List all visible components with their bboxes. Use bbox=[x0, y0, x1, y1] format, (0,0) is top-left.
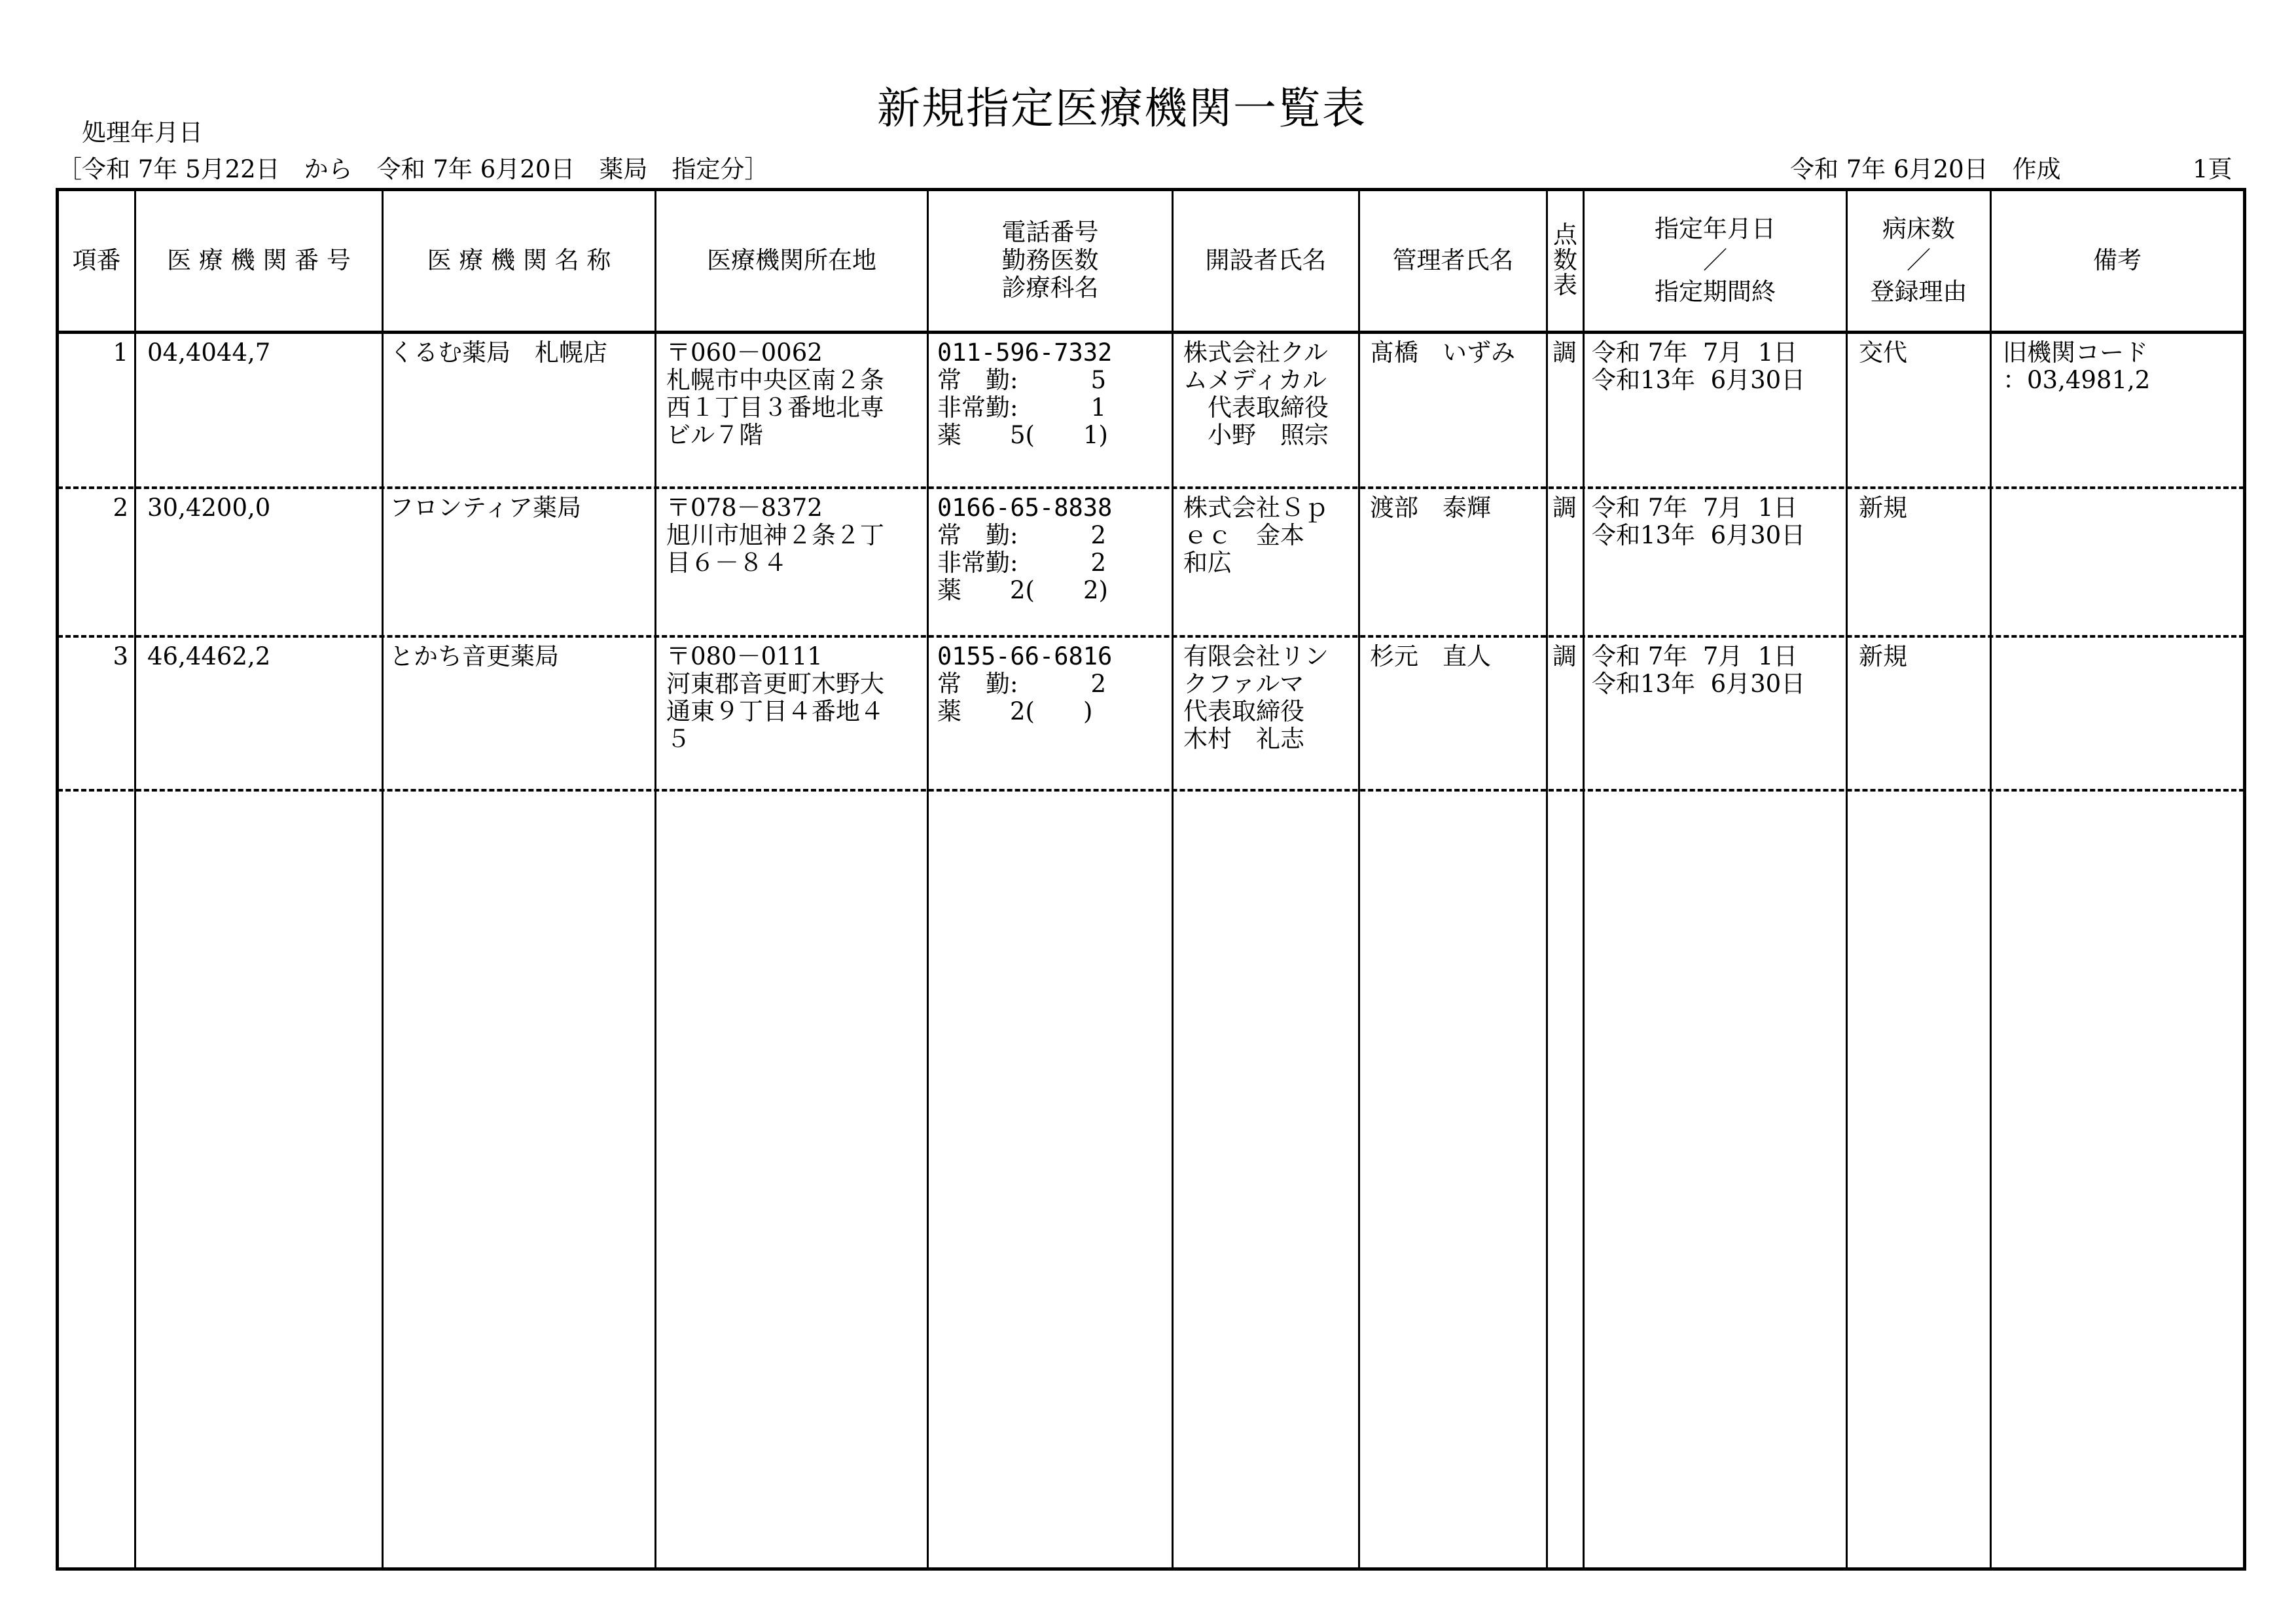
founder-line: 木村 礼志 bbox=[1183, 725, 1304, 753]
designation-date: 令和 7年 7月 1日 bbox=[1592, 338, 1798, 367]
address-line: 〒060－0062 bbox=[666, 338, 823, 367]
column-divider bbox=[382, 188, 384, 1571]
row-phone bbox=[937, 494, 1112, 604]
header-phone-line: 電話番号 bbox=[1001, 218, 1099, 247]
row-address bbox=[666, 494, 884, 577]
address-line: 旭川市旭神２条２丁 bbox=[666, 521, 884, 549]
header-date-line: 指定期間終 bbox=[1655, 278, 1776, 306]
address-line: ５ bbox=[666, 725, 691, 753]
column-divider bbox=[1546, 188, 1548, 1571]
founder-line: 株式会社Ｓｐ bbox=[1183, 494, 1329, 522]
header-points-line: 表 bbox=[1553, 271, 1577, 300]
page-number: 1頁 bbox=[2193, 155, 2233, 183]
row-manager: 髙橋 いずみ bbox=[1370, 338, 1515, 367]
row-dates bbox=[1592, 494, 1805, 549]
row-reason: 新規 bbox=[1859, 494, 1907, 522]
address-line: 目６－８４ bbox=[666, 549, 787, 577]
column-divider bbox=[927, 188, 929, 1571]
header-institution-number: 医 療 機 関 番 号 bbox=[167, 246, 351, 274]
staff-line: 薬 5( 1) bbox=[937, 421, 1108, 449]
founder-line: 代表取締役 bbox=[1183, 697, 1304, 725]
staff-line: 常 勤: 2 bbox=[937, 521, 1107, 549]
row-separator bbox=[58, 635, 2244, 638]
row-institution-number: 04,4044,7 bbox=[147, 338, 271, 367]
table-frame bbox=[56, 188, 2246, 1571]
founder-line: 小野 照宗 bbox=[1183, 421, 1329, 449]
row-manager: 渡部 泰輝 bbox=[1370, 494, 1491, 522]
header-beds-reason bbox=[1848, 191, 1990, 330]
row-points-table: 調 bbox=[1552, 494, 1577, 522]
row-reason: 新規 bbox=[1859, 642, 1907, 670]
header-institution-name: 医 療 機 関 名 称 bbox=[427, 246, 611, 274]
header-beds-line: 病床数 bbox=[1882, 214, 1955, 243]
column-divider bbox=[1172, 188, 1174, 1571]
founder-line: クファルマ bbox=[1183, 670, 1304, 698]
header-points-line: 点 bbox=[1553, 220, 1577, 249]
address-line: ビル７階 bbox=[666, 421, 763, 449]
header-founder: 開設者氏名 bbox=[1205, 246, 1327, 274]
column-divider bbox=[1358, 188, 1360, 1571]
founder-line: 有限会社リン bbox=[1183, 642, 1329, 670]
founder-line: 和広 bbox=[1183, 549, 1232, 577]
row-phone bbox=[937, 643, 1112, 725]
header-phone-line: 診療科名 bbox=[1001, 274, 1099, 302]
row-remarks bbox=[2003, 339, 2150, 394]
staff-line: 常 勤: 2 bbox=[937, 670, 1107, 698]
row-institution-number: 46,4462,2 bbox=[147, 642, 271, 670]
header-beds-line: ／ bbox=[1907, 246, 1931, 274]
row-separator bbox=[58, 486, 2244, 489]
row-address bbox=[666, 339, 884, 449]
row-phone bbox=[937, 339, 1112, 449]
founder-line: 株式会社クル bbox=[1183, 338, 1328, 367]
designation-date: 令和 7年 7月 1日 bbox=[1592, 642, 1798, 670]
header-points-table bbox=[1548, 191, 1583, 330]
processing-date-label: 処理年月日 bbox=[82, 119, 203, 147]
row-reason: 交代 bbox=[1859, 338, 1907, 367]
header-bottom-rule bbox=[56, 331, 2246, 334]
staff-line: 非常勤: 1 bbox=[937, 393, 1107, 422]
header-phone bbox=[929, 191, 1172, 330]
column-divider bbox=[1990, 188, 1992, 1571]
header-date-line: ／ bbox=[1703, 246, 1727, 274]
address-line: 札幌市中央区南２条 bbox=[666, 366, 884, 394]
header-date-line: 指定年月日 bbox=[1655, 214, 1776, 243]
phone-number: 0155-66-6816 bbox=[937, 642, 1113, 670]
header-address: 医療機関所在地 bbox=[707, 246, 876, 274]
row-points-table: 調 bbox=[1552, 642, 1577, 670]
row-founder bbox=[1183, 494, 1329, 577]
column-divider bbox=[1583, 188, 1585, 1571]
remarks-line: 旧機関コード bbox=[2003, 338, 2148, 367]
header-beds-line: 登録理由 bbox=[1870, 278, 1967, 306]
period-end-date: 令和13年 6月30日 bbox=[1592, 670, 1806, 698]
period-end-date: 令和13年 6月30日 bbox=[1592, 366, 1806, 394]
header-phone-line: 勤務医数 bbox=[1001, 246, 1099, 274]
column-divider bbox=[1846, 188, 1848, 1571]
row-institution-name: とかち音更薬局 bbox=[389, 642, 559, 670]
staff-line: 非常勤: 2 bbox=[937, 549, 1107, 577]
row-address bbox=[666, 643, 884, 753]
address-line: 河東郡音更町木野大 bbox=[666, 670, 884, 698]
header-remarks: 備考 bbox=[2093, 246, 2142, 274]
header-points-line: 数 bbox=[1553, 246, 1577, 274]
address-line: 西１丁目３番地北専 bbox=[666, 393, 884, 422]
remarks-line: ：03,4981,2 bbox=[2003, 366, 2151, 394]
row-institution-number: 30,4200,0 bbox=[147, 494, 271, 522]
staff-line: 常 勤: 5 bbox=[937, 366, 1107, 394]
header-manager: 管理者氏名 bbox=[1392, 246, 1514, 274]
address-line: 〒078－8372 bbox=[666, 494, 823, 522]
staff-line: 薬 2( ) bbox=[937, 697, 1093, 725]
founder-line: 代表取締役 bbox=[1183, 393, 1329, 422]
row-item-no: 2 bbox=[113, 494, 128, 522]
header-item-no: 項番 bbox=[72, 246, 121, 274]
row-founder bbox=[1183, 643, 1329, 753]
row-manager: 杉元 直人 bbox=[1370, 642, 1491, 670]
phone-number: 0166-65-8838 bbox=[937, 494, 1113, 522]
row-item-no: 1 bbox=[113, 338, 128, 367]
designation-date: 令和 7年 7月 1日 bbox=[1592, 494, 1798, 522]
row-institution-name: フロンティア薬局 bbox=[389, 494, 582, 522]
founder-line: ムメディカル bbox=[1183, 366, 1327, 394]
row-points-table: 調 bbox=[1552, 338, 1577, 367]
staff-line: 薬 2( 2) bbox=[937, 576, 1108, 604]
page-title: 新規指定医療機関一覧表 bbox=[877, 83, 1367, 134]
period-end-date: 令和13年 6月30日 bbox=[1592, 521, 1806, 549]
row-dates bbox=[1592, 643, 1805, 698]
row-item-no: 3 bbox=[113, 642, 128, 670]
phone-number: 011-596-7332 bbox=[937, 338, 1113, 367]
header-designation-date bbox=[1585, 191, 1846, 330]
column-divider bbox=[134, 188, 136, 1571]
address-line: 〒080－0111 bbox=[666, 642, 823, 670]
row-founder bbox=[1183, 339, 1329, 449]
address-line: 通東９丁目４番地４ bbox=[666, 697, 884, 725]
designation-period: ［令和 7年 5月22日 から 令和 7年 6月20日 薬局 指定分］ bbox=[58, 155, 769, 183]
column-divider bbox=[655, 188, 656, 1571]
founder-line: ｅｃ 金本 bbox=[1183, 521, 1304, 549]
row-separator bbox=[58, 789, 2244, 792]
created-date: 令和 7年 6月20日 作成 bbox=[1790, 155, 2061, 183]
row-institution-name: くるむ薬局 札幌店 bbox=[389, 338, 607, 367]
row-dates bbox=[1592, 339, 1805, 394]
